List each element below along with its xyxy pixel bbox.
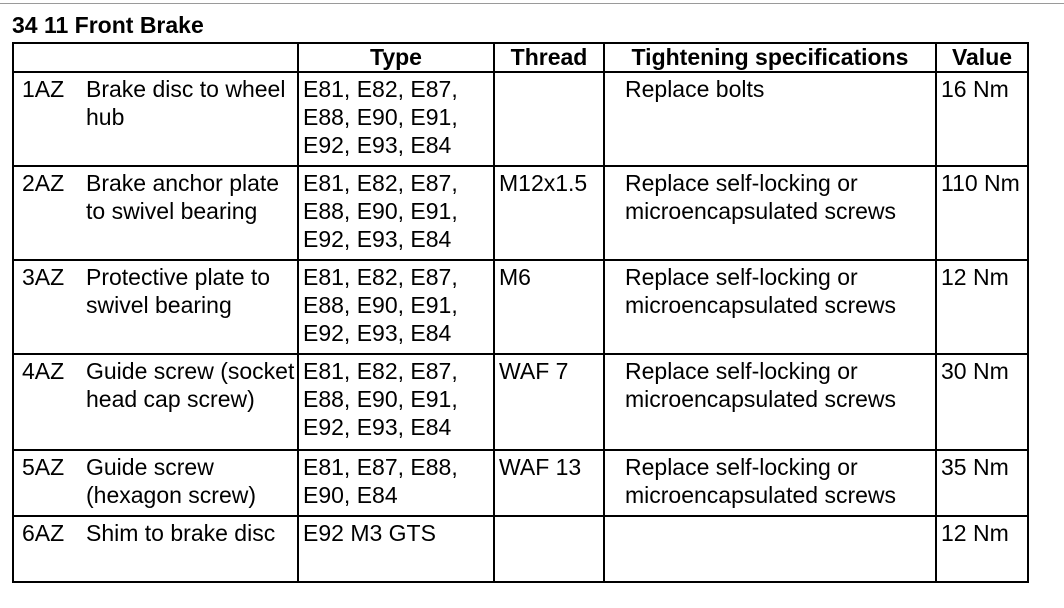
thread-cell <box>494 354 604 450</box>
thread-text: M12x1.5 <box>499 170 588 196</box>
header-item <box>13 43 298 72</box>
value-cell <box>936 354 1028 450</box>
item-description: Guide screw (hexagon screw) <box>86 454 257 508</box>
item-cell <box>13 516 298 582</box>
type-cell <box>298 166 494 260</box>
item-code: 3AZ <box>22 264 65 290</box>
item-description: Shim to brake disc <box>86 520 276 546</box>
type-text: E81, E82, E87, E88, E90, E91, E92, E93, E84 <box>303 76 458 158</box>
spec-cell <box>604 260 936 354</box>
spec-cell <box>604 450 936 516</box>
value-cell <box>936 516 1028 582</box>
item-cell <box>13 72 298 166</box>
table-row <box>13 450 1028 516</box>
spec-text: Replace self-locking or microencapsulated screws <box>625 358 897 412</box>
value-text: 16 Nm <box>941 76 1009 102</box>
header-tightening-specifications: Tightening specifications <box>604 43 936 72</box>
value-text: 35 Nm <box>941 454 1009 480</box>
item-code: 6AZ <box>22 520 65 546</box>
type-text: E81, E87, E88, E90, E84 <box>303 454 458 508</box>
item-code: 5AZ <box>22 454 65 480</box>
type-text: E81, E82, E87, E88, E90, E91, E92, E93, E84 <box>303 358 458 440</box>
type-cell <box>298 516 494 582</box>
section-title: 34 11 Front Brake <box>12 12 204 38</box>
type-cell <box>298 354 494 450</box>
table-row <box>13 72 1028 166</box>
thread-text: WAF 7 <box>499 358 569 384</box>
type-text: E81, E82, E87, E88, E90, E91, E92, E93, E84 <box>303 264 458 346</box>
type-text: E92 M3 GTS <box>303 520 436 546</box>
type-cell <box>298 450 494 516</box>
value-text: 12 Nm <box>941 520 1009 546</box>
spec-cell <box>604 516 936 582</box>
spec-text: Replace self-locking or microencapsulated screws <box>625 170 897 224</box>
top-divider <box>0 3 1064 4</box>
table-row <box>13 516 1028 582</box>
thread-text <box>495 73 603 79</box>
spec-cell <box>604 166 936 260</box>
type-text: E81, E82, E87, E88, E90, E91, E92, E93, E84 <box>303 170 458 252</box>
type-cell <box>298 72 494 166</box>
header-thread: Thread <box>494 43 604 72</box>
item-description: Brake disc to wheel hub <box>86 76 286 130</box>
item-cell <box>13 260 298 354</box>
item-code: 1AZ <box>22 76 65 102</box>
header-value: Value <box>936 43 1028 72</box>
header-type: Type <box>298 43 494 72</box>
item-description: Guide screw (socket head cap screw) <box>86 358 295 412</box>
header-row <box>13 43 1028 72</box>
thread-cell <box>494 166 604 260</box>
item-cell <box>13 450 298 516</box>
value-cell <box>936 166 1028 260</box>
table-row <box>13 166 1028 260</box>
thread-text: WAF 13 <box>499 454 582 480</box>
item-cell <box>13 166 298 260</box>
value-text: 30 Nm <box>941 358 1009 384</box>
item-cell <box>13 354 298 450</box>
torque-spec-table <box>12 42 1029 583</box>
thread-cell <box>494 72 604 166</box>
table-row <box>13 354 1028 450</box>
value-text: 110 Nm <box>941 170 1020 196</box>
thread-text: M6 <box>499 264 531 290</box>
thread-text <box>495 517 603 523</box>
spec-text: Replace bolts <box>625 76 765 102</box>
spec-text <box>605 517 935 523</box>
type-cell <box>298 260 494 354</box>
spec-cell <box>604 72 936 166</box>
thread-cell <box>494 450 604 516</box>
value-cell <box>936 450 1028 516</box>
value-cell <box>936 260 1028 354</box>
spec-text: Replace self-locking or microencapsulated screws <box>625 454 897 508</box>
value-cell <box>936 72 1028 166</box>
value-text: 12 Nm <box>941 264 1009 290</box>
item-code: 4AZ <box>22 358 65 384</box>
item-code: 2AZ <box>22 170 65 196</box>
spec-cell <box>604 354 936 450</box>
thread-cell <box>494 516 604 582</box>
item-description: Brake anchor plate to swivel bearing <box>86 170 280 224</box>
item-description: Protective plate to swivel bearing <box>86 264 271 318</box>
spec-text: Replace self-locking or microencapsulated screws <box>625 264 897 318</box>
thread-cell <box>494 260 604 354</box>
table-row <box>13 260 1028 354</box>
